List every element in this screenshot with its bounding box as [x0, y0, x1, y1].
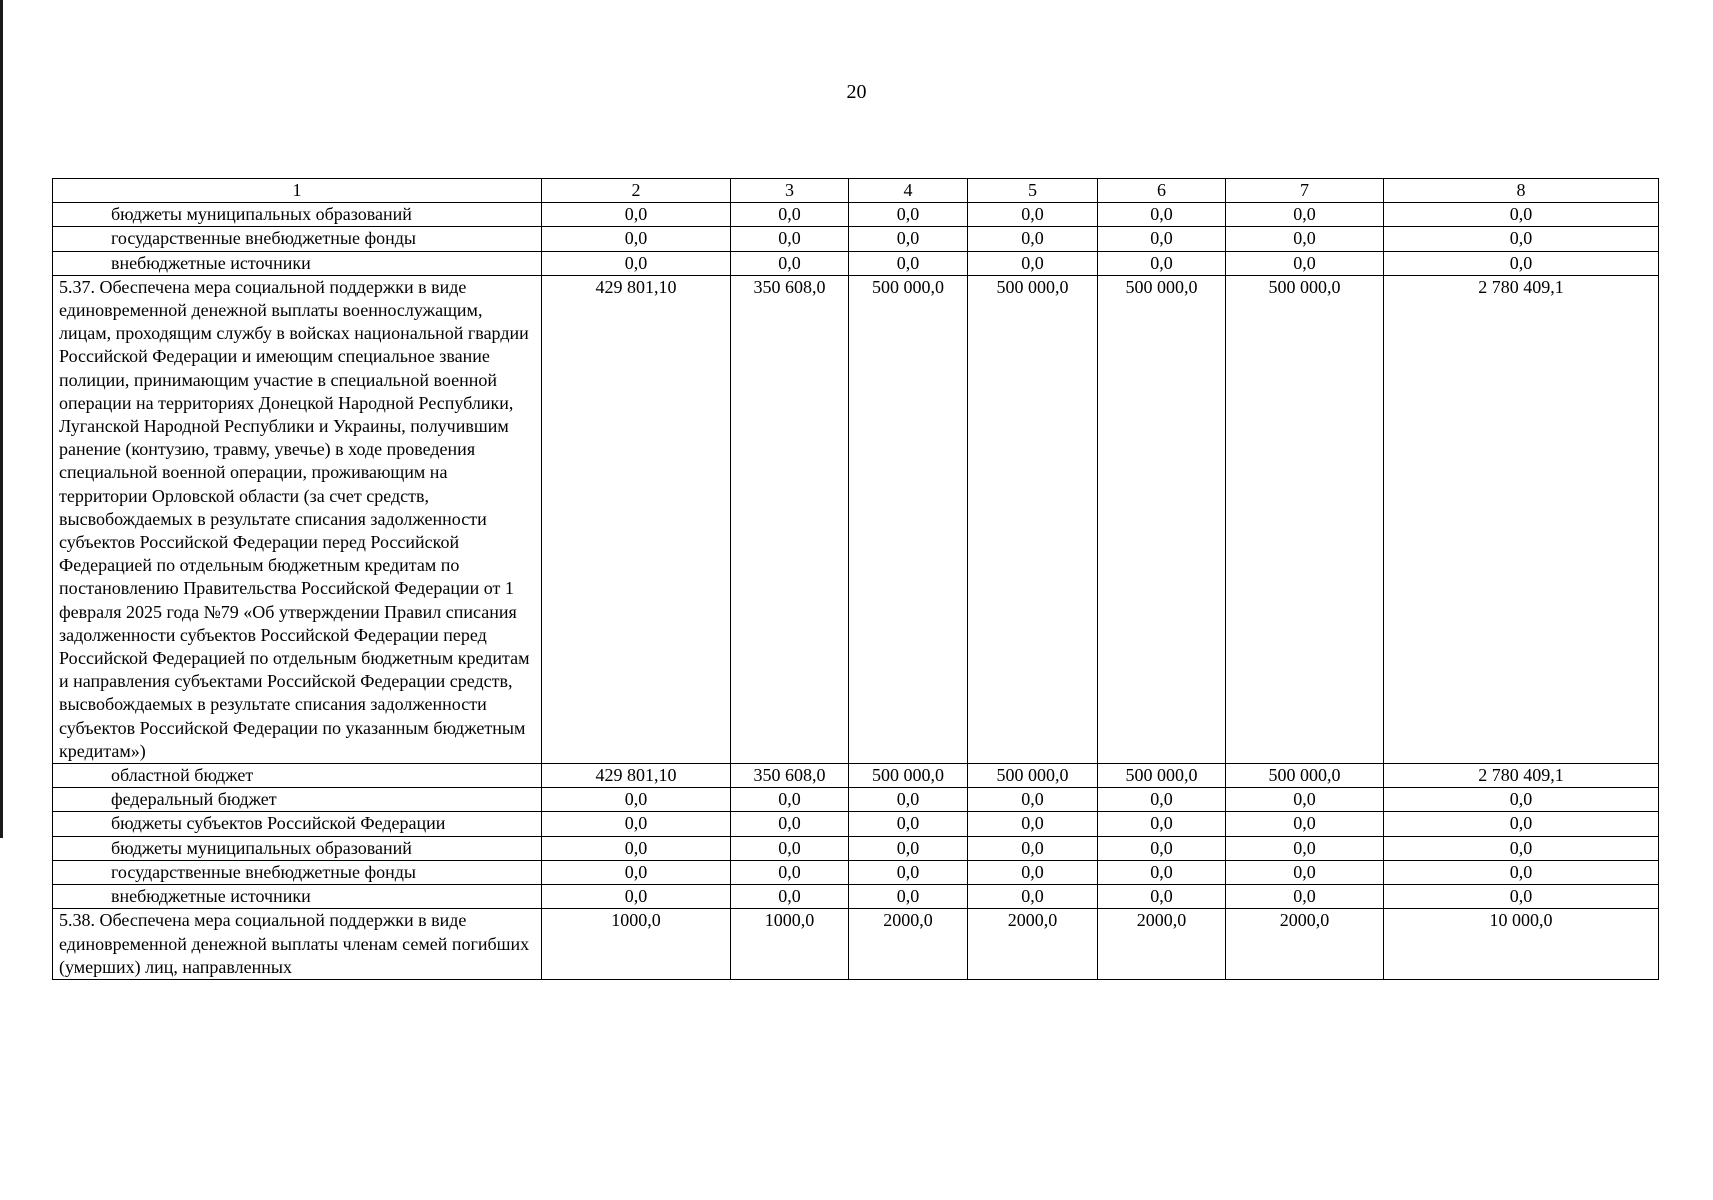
- row-value: 0,0: [1384, 203, 1659, 227]
- row-value: 500 000,0: [849, 275, 968, 763]
- row-label: бюджеты субъектов Российской Федерации: [53, 812, 542, 836]
- row-value: 0,0: [542, 836, 731, 860]
- row-value: 0,0: [542, 227, 731, 251]
- row-value: 0,0: [731, 812, 849, 836]
- row-value: 0,0: [968, 251, 1098, 275]
- row-value: 0,0: [1098, 885, 1226, 909]
- row-value: 0,0: [968, 885, 1098, 909]
- row-value: 500 000,0: [1226, 764, 1384, 788]
- row-value: 0,0: [1384, 812, 1659, 836]
- row-value: 0,0: [1226, 227, 1384, 251]
- table-row-item-5-37: [53, 275, 1659, 763]
- table-row: [53, 788, 1659, 812]
- column-number: 6: [1098, 179, 1226, 203]
- column-number: 3: [731, 179, 849, 203]
- table-row: [53, 227, 1659, 251]
- row-value: 10 000,0: [1384, 909, 1659, 980]
- row-value: 0,0: [1226, 836, 1384, 860]
- row-value: 0,0: [849, 860, 968, 884]
- row-label: внебюджетные источники: [53, 885, 542, 909]
- row-value: 0,0: [1384, 836, 1659, 860]
- column-number: 8: [1384, 179, 1659, 203]
- row-value: 0,0: [731, 885, 849, 909]
- row-value: 0,0: [1226, 788, 1384, 812]
- row-value: 0,0: [1384, 885, 1659, 909]
- row-value: 0,0: [849, 885, 968, 909]
- row-value: 0,0: [968, 227, 1098, 251]
- row-value: 0,0: [542, 788, 731, 812]
- row-value: 2000,0: [1226, 909, 1384, 980]
- table-row-item-5-38: [53, 909, 1659, 980]
- row-value: 0,0: [542, 860, 731, 884]
- row-value: 0,0: [542, 203, 731, 227]
- row-value: 0,0: [1098, 788, 1226, 812]
- row-value: 1000,0: [542, 909, 731, 980]
- row-value: 2 780 409,1: [1384, 275, 1659, 763]
- row-value: 0,0: [849, 836, 968, 860]
- row-value: 0,0: [1098, 836, 1226, 860]
- table-row: [53, 860, 1659, 884]
- row-value: 0,0: [1098, 203, 1226, 227]
- table-row: [53, 812, 1659, 836]
- row-value: 429 801,10: [542, 275, 731, 763]
- column-number: 4: [849, 179, 968, 203]
- column-number-row: [53, 179, 1659, 203]
- row-value: 500 000,0: [849, 764, 968, 788]
- row-value: 0,0: [1098, 812, 1226, 836]
- row-value: 0,0: [731, 251, 849, 275]
- row-value: 0,0: [849, 227, 968, 251]
- row-value: 0,0: [1226, 885, 1384, 909]
- row-label: областной бюджет: [53, 764, 542, 788]
- column-number: 1: [53, 179, 542, 203]
- row-value: 0,0: [849, 203, 968, 227]
- row-value: 0,0: [731, 203, 849, 227]
- row-value: 0,0: [968, 788, 1098, 812]
- page-number: 20: [846, 81, 867, 103]
- row-value: 0,0: [1384, 251, 1659, 275]
- row-value: 0,0: [1226, 203, 1384, 227]
- table-row: [53, 836, 1659, 860]
- column-number: 7: [1226, 179, 1384, 203]
- row-value: 0,0: [1384, 788, 1659, 812]
- row-value: 500 000,0: [1226, 275, 1384, 763]
- row-value: 429 801,10: [542, 764, 731, 788]
- row-value: 0,0: [542, 251, 731, 275]
- row-value: 500 000,0: [1098, 275, 1226, 763]
- row-value: 0,0: [731, 860, 849, 884]
- row-value: 2000,0: [1098, 909, 1226, 980]
- row-value: 0,0: [849, 788, 968, 812]
- row-label: государственные внебюджетные фонды: [53, 227, 542, 251]
- column-number: 5: [968, 179, 1098, 203]
- row-value: 500 000,0: [1098, 764, 1226, 788]
- row-value: 0,0: [1384, 860, 1659, 884]
- row-value: 0,0: [542, 812, 731, 836]
- row-label: бюджеты муниципальных образований: [53, 836, 542, 860]
- table-row: [53, 203, 1659, 227]
- item-description: 5.38. Обеспечена мера социальной поддержки в виде единовременной денежной выплаты членам семей погибших (умерших) лиц, направленных: [53, 909, 542, 980]
- item-description: 5.37. Обеспечена мера социальной поддержки в виде единовременной денежной выплаты военнослужащим, лицам, проходящим службу в войсках национальной гвардии Российской Федерации и имеющим специальное звание полиции, принимающим участие в специальной военной операции на территориях Донецкой Народной Республики, Луганской Народной Республики и Украины, получившим ранение (контузию, травму, увечье) в ходе проведения специальной военной операции, проживающим на территории Орловской области (за счет средств, высвобождаемых в результате списания задолженности субъектов Российской Федерации перед Российской Федерацией по отдельным бюджетным кредитам по постановлению Правительства Российской Федерации от 1 февраля 2025 года №79 «Об утверждении Правил списания задолженности субъектов Российской Федерации перед Российской Федерацией по отдельным бюджетным кредитам и направления субъектами Российской Федерации средств, высвобождаемых в результате списания задолженности субъектов Российской Федерации по указанным бюджетным кредитам»): [53, 275, 542, 763]
- scan-left-edge: [0, 0, 3, 838]
- row-value: 0,0: [1098, 860, 1226, 884]
- row-value: 0,0: [849, 251, 968, 275]
- row-value: 0,0: [1226, 860, 1384, 884]
- row-value: 0,0: [968, 836, 1098, 860]
- row-value: 0,0: [1226, 251, 1384, 275]
- table-row: [53, 764, 1659, 788]
- row-value: 500 000,0: [968, 275, 1098, 763]
- row-value: 0,0: [968, 203, 1098, 227]
- row-value: 0,0: [849, 812, 968, 836]
- row-value: 2 780 409,1: [1384, 764, 1659, 788]
- row-value: 0,0: [1226, 812, 1384, 836]
- row-value: 1000,0: [731, 909, 849, 980]
- row-value: 350 608,0: [731, 764, 849, 788]
- row-label: внебюджетные источники: [53, 251, 542, 275]
- budget-table: [52, 178, 1659, 980]
- table-row: [53, 885, 1659, 909]
- row-value: 2000,0: [849, 909, 968, 980]
- row-value: 0,0: [731, 788, 849, 812]
- row-value: 0,0: [1384, 227, 1659, 251]
- column-number: 2: [542, 179, 731, 203]
- row-label: бюджеты муниципальных образований: [53, 203, 542, 227]
- row-value: 350 608,0: [731, 275, 849, 763]
- table-row: [53, 251, 1659, 275]
- row-value: 2000,0: [968, 909, 1098, 980]
- row-value: 0,0: [968, 860, 1098, 884]
- row-value: 0,0: [968, 812, 1098, 836]
- row-value: 0,0: [542, 885, 731, 909]
- row-value: 0,0: [1098, 251, 1226, 275]
- row-value: 0,0: [731, 836, 849, 860]
- row-label: государственные внебюджетные фонды: [53, 860, 542, 884]
- row-value: 0,0: [731, 227, 849, 251]
- row-value: 500 000,0: [968, 764, 1098, 788]
- row-label: федеральный бюджет: [53, 788, 542, 812]
- row-value: 0,0: [1098, 227, 1226, 251]
